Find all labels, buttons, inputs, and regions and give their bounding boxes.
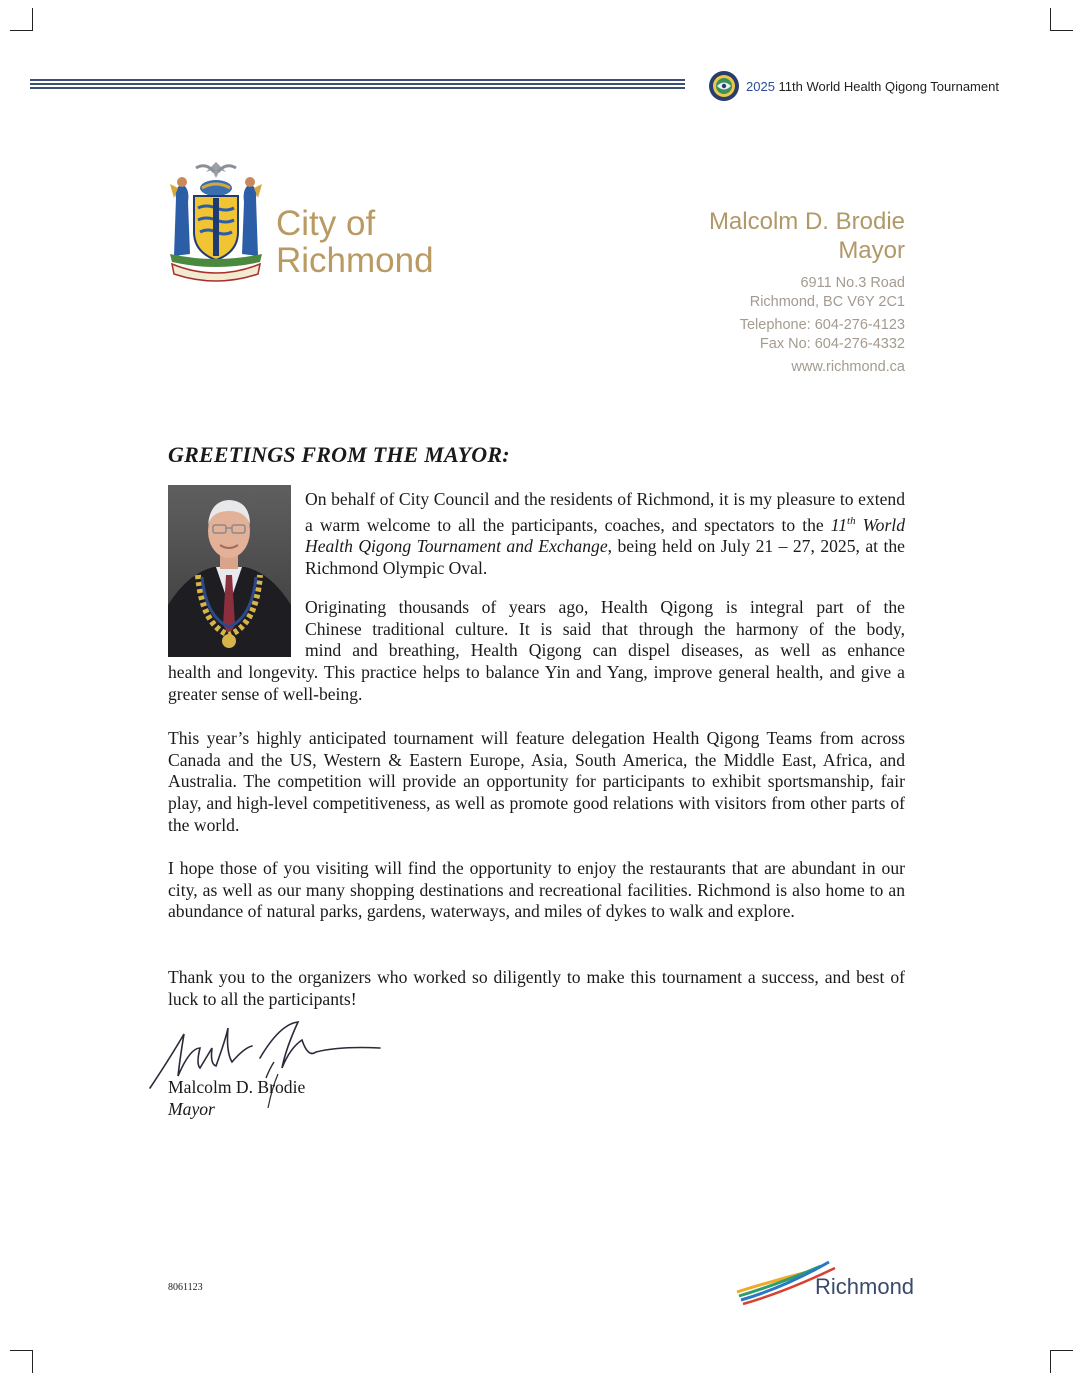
- crop-mark-bottom-left: [10, 1350, 33, 1373]
- sender-city-postal: Richmond, BC V6Y 2C1: [749, 293, 905, 310]
- tournament-globe-icon: [708, 70, 740, 102]
- signatory-name: Malcolm D. Brodie: [168, 1077, 306, 1097]
- sender-title: Mayor: [838, 237, 905, 264]
- paragraph-tournament: This year’s highly anticipated tournament will feature delegation Health Qigong Teams from across Canada and the US, Western & Eastern Europe, Asia, South America, the Middle East, Africa, and Australia. The competition will provide an opportunity for participants to exhibit sportsmanship, fair play, and high-level competitiveness, as well as promote good relations with visitors from other parts of the world.: [168, 728, 905, 835]
- sender-street: 6911 No.3 Road: [800, 275, 905, 291]
- sender-address-block: [709, 207, 905, 377]
- paragraph-thanks: Thank you to the organizers who worked so diligently to make this tournament a success, and best of luck to all the participants!: [168, 967, 905, 1009]
- header-stripes: [30, 79, 685, 93]
- sender-telephone: Telephone: 604-276-4123: [739, 317, 905, 333]
- city-crest-icon: [166, 158, 266, 284]
- document-number: 8061123: [168, 1282, 203, 1293]
- paragraph-welcome: On behalf of City Council and the residents of Richmond, it is my pleasure to extend a warm welcome to all the participants, coaches, and spectators to the 11th World Health Qigong Tournament and Exchange, being held on July 21 – 27, 2025, at the Richmond Olympic Oval.: [305, 489, 905, 578]
- sender-fax: Fax No: 604-276-4332: [759, 335, 905, 352]
- richmond-logo-text: Richmond: [815, 1274, 915, 1299]
- letter-heading: GREETINGS FROM THE MAYOR:: [168, 442, 510, 467]
- signatory-title: Mayor: [168, 1099, 215, 1119]
- crop-mark-bottom-right: [1050, 1350, 1073, 1373]
- crop-mark-top-left: [10, 8, 33, 31]
- sender-website: www.richmond.ca: [791, 359, 905, 375]
- crop-mark-top-right: [1050, 8, 1073, 31]
- richmond-logo: [735, 1258, 915, 1310]
- paragraph-origins: Originating thousands of years ago, Health Qigong is integral part of the Chinese traditional culture. It is said that through the harmony of the body, mind and breathing, Health Qigong can dispel diseases, as well as enhance health and longevity. This practice helps to balance Yin and Yang, improve general health, and give a greater sense of well-being.: [168, 597, 905, 704]
- city-wordmark: City of Richmond: [276, 204, 434, 280]
- tournament-header: [708, 70, 999, 102]
- tournament-title: 2025 11th World Health Qigong Tournament: [746, 78, 999, 94]
- signature-block: [168, 1076, 305, 1120]
- sender-name: Malcolm D. Brodie: [708, 208, 905, 235]
- paragraph-visiting: I hope those of you visiting will find the opportunity to enjoy the restaurants that are abundant in our city, as well as our many shopping destinations and recreational facilities. Richmond is also home to an abundance of natural parks, gardens, waterways, and miles of dykes to walk and explore.: [168, 858, 905, 922]
